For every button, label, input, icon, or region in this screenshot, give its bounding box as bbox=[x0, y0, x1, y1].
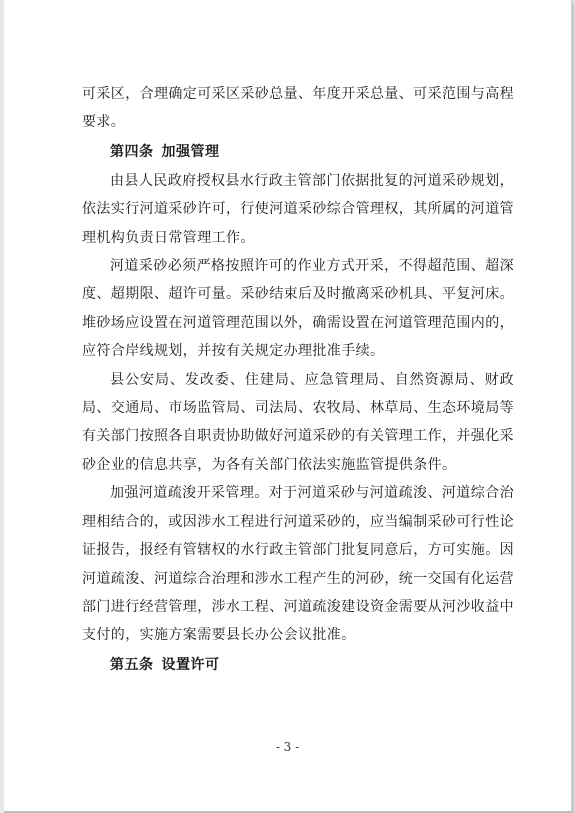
article-heading-5 bbox=[82, 650, 514, 680]
paragraph: 河道采砂必须严格按照许可的作业方式开采，不得超范围、超深度、超期限、超许可量。采砂结束后及时撤离采砂机具、平复河床。堆砂场应设置在河道管理范围以外，确需设置在河道管理范围内的，应符合岸线规划，并按有关规定办理批准手续。 bbox=[82, 258, 514, 360]
article-heading-4 bbox=[82, 137, 514, 167]
article-title: 设置许可 bbox=[161, 656, 220, 673]
page-number: - 3 - bbox=[275, 740, 300, 754]
article-number: 第五条 bbox=[110, 656, 154, 673]
article-number: 第四条 bbox=[110, 143, 154, 160]
paragraph-continued: 可采区，合理确定可采区采砂总量、年度开采总量、可采范围与高程要求。 bbox=[82, 86, 514, 131]
paragraph: 县公安局、发改委、住建局、应急管理局、自然资源局、财政局、交通局、市场监管局、司法局、农牧局、林草局、生态环境局等有关部门按照各自职责协助做好河道采砂的有关管理工作，并强化采砂企业的信息共享，为各有关部门依法实施监管提供条件。 bbox=[82, 371, 514, 473]
article-title: 加强管理 bbox=[161, 143, 220, 160]
paragraph: 由县人民政府授权县水行政主管部门依据批复的河道采砂规划，依法实行河道采砂许可，行使河道采砂综合管理权，其所属的河道管理机构负责日常管理工作。 bbox=[82, 172, 514, 246]
paragraph: 加强河道疏浚开采管理。对于河道采砂与河道疏浚、河道综合治理相结合的，或因涉水工程进行河道采砂的，应当编制采砂可行性论证报告，报经有管辖权的水行政主管部门批复同意后，方可实施。因河道疏浚、河道综合治理和涉水工程产生的河砂，统一交国有化运营部门进行经营管理，涉水工程、河道疏浚建设资金需要从河沙收益中支付的，实施方案需要县长办公会议批准。 bbox=[82, 485, 514, 644]
document-page bbox=[4, 0, 572, 813]
document-body bbox=[82, 80, 514, 680]
